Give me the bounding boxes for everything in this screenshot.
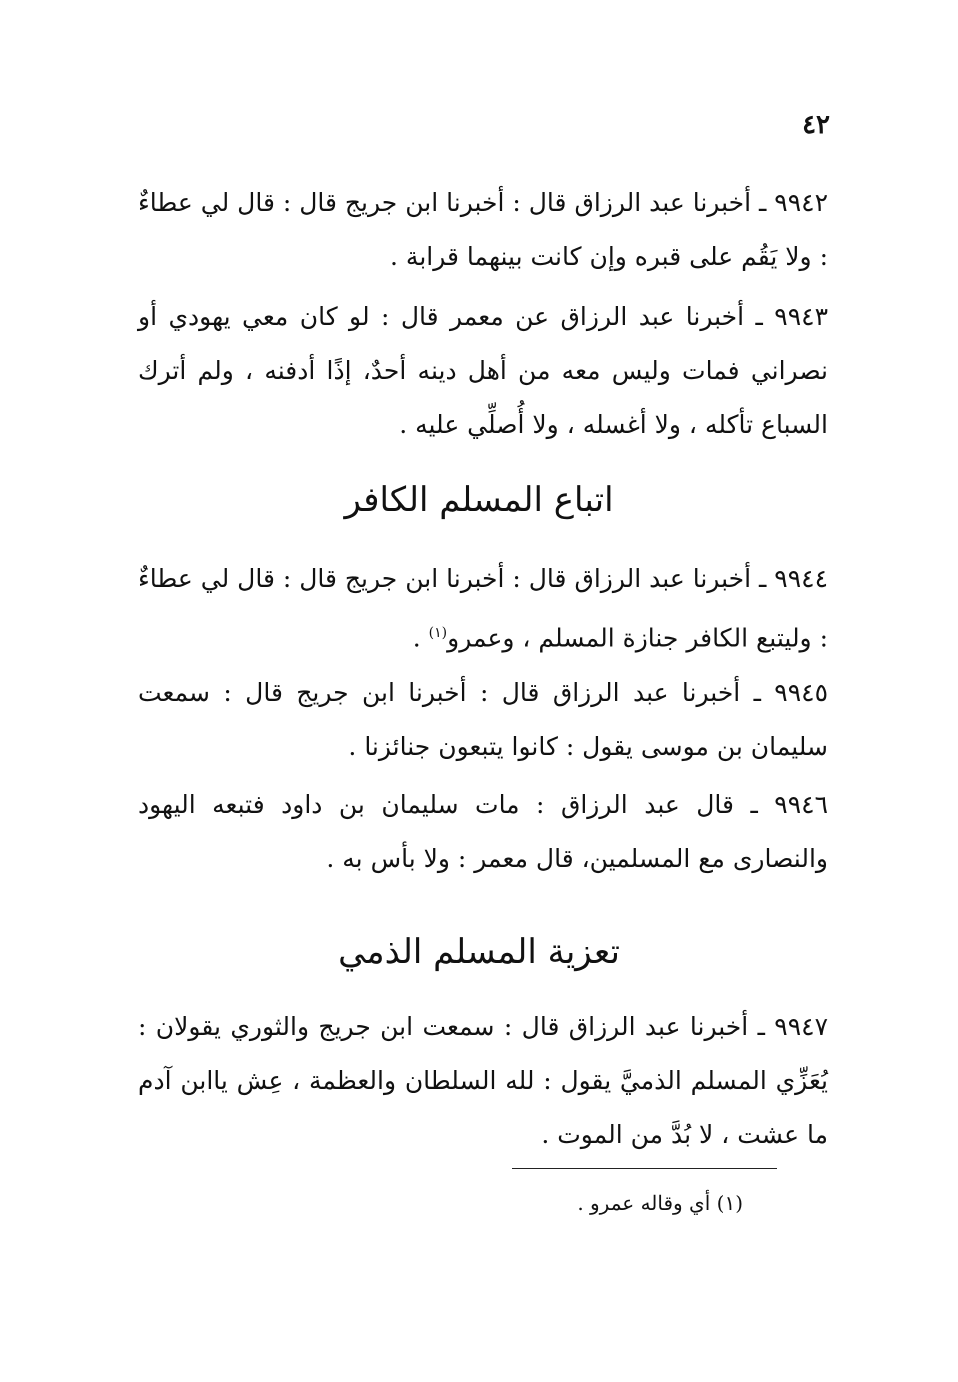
entry-text: [138, 552, 828, 665]
page-number: ٤٢: [802, 110, 830, 140]
hadith-entry-9946: [138, 778, 828, 886]
entry-text: ٩٩٤٥ ـ أخبرنا عبد الرزاق قال : أخبرنا ابن جريج قال : سمعت سليمان بن موسى يقول : كانوا يتبعون جنائزنا .: [138, 678, 828, 761]
section-heading-condolence: تعزية المسلم الذمي: [338, 932, 620, 972]
footnote-text: (١) أي وقاله عمرو .: [577, 1191, 743, 1215]
entry-text: ٩٩٤٣ ـ أخبرنا عبد الرزاق عن معمر قال : لو كان معي يهودي أو نصراني فمات وليس معه من أهل دينه أحدٌ، إذًا أدفنه ، ولم أترك السباع تأكله ، ولا أغسله ، ولا أُصلِّي عليه .: [138, 302, 828, 439]
entry-text: ٩٩٤٢ ـ أخبرنا عبد الرزاق قال : أخبرنا ابن جريج قال : قال لي عطاءٌ : ولا يَقُم على قبره وإن كانت بينهما قرابة .: [138, 188, 828, 271]
entry-text-end: .: [412, 623, 429, 653]
entry-text-main: ٩٩٤٤ ـ أخبرنا عبد الرزاق قال : أخبرنا ابن جريج قال : قال لي عطاءٌ : وليتبع الكافر جنازة المسلم ، وعمرو: [138, 564, 828, 653]
hadith-entry-9942: [138, 176, 828, 284]
section-heading-following-funeral: اتباع المسلم الكافر: [344, 480, 614, 520]
entry-text: ٩٩٤٦ ـ قال عبد الرزاق : مات سليمان بن داود فتبعه اليهود والنصارى مع المسلمين، قال معمر : ولا بأس به .: [138, 790, 828, 873]
hadith-entry-9944: [138, 552, 828, 665]
hadith-entry-9945: [138, 666, 828, 774]
hadith-entry-9943: [138, 290, 828, 452]
entry-text: ٩٩٤٧ ـ أخبرنا عبد الرزاق قال : سمعت ابن جريج والثوري يقولان : يُعَزِّي المسلم الذميَّ يقول : لله السلطان والعظمة ، عِش ياابن آدم ما عشت ، لا بُدَّ من الموت .: [138, 1012, 828, 1149]
hadith-entry-9947: [138, 1000, 828, 1162]
footnote-marker: (١): [428, 625, 448, 641]
footnote-divider: [512, 1168, 777, 1169]
